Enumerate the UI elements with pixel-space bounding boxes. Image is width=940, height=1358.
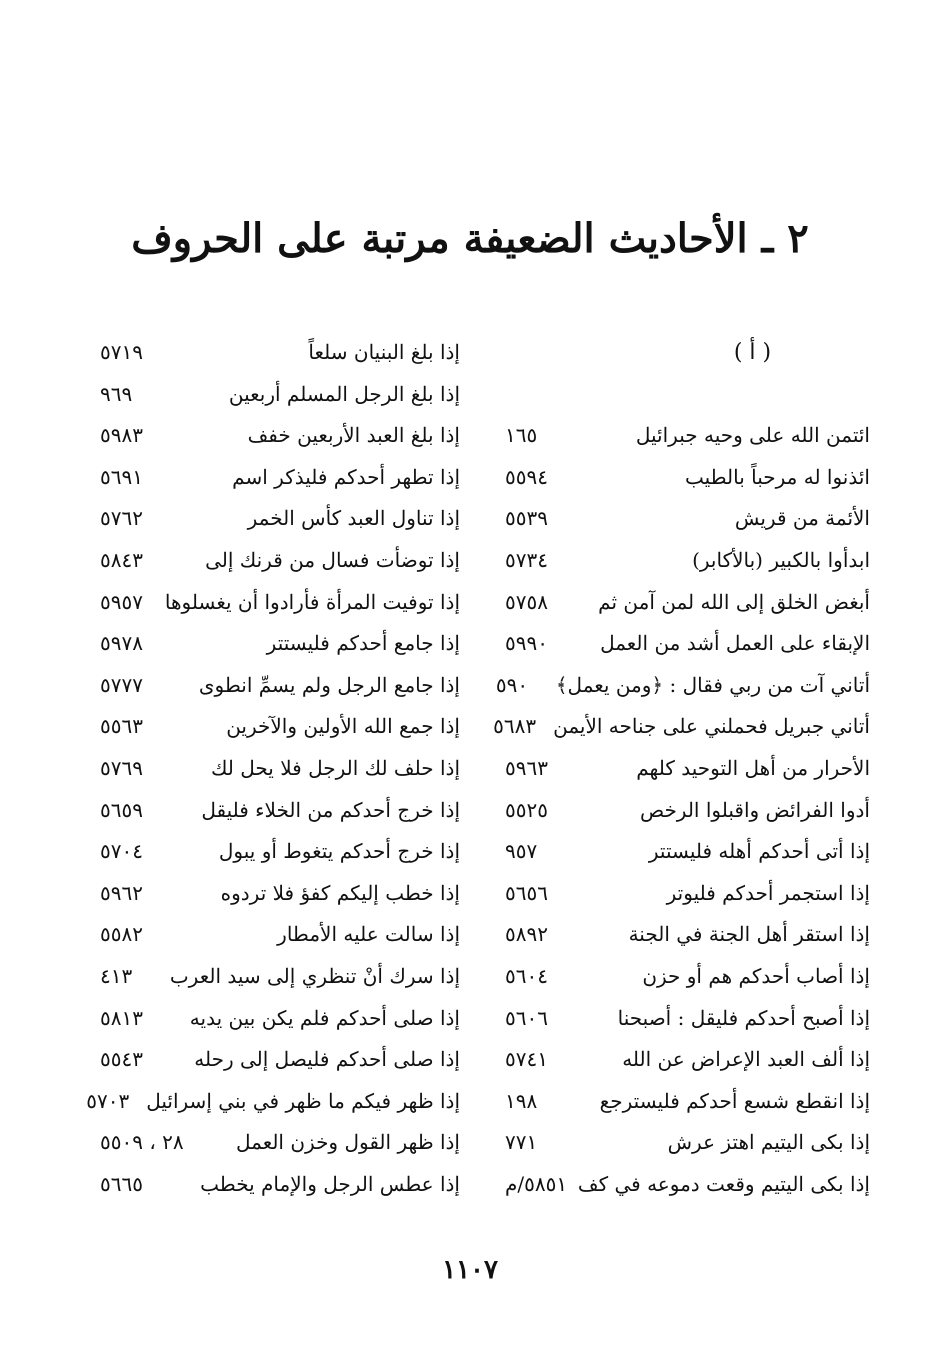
hadith-text: إذا صلى أحدكم فلم يكن بين يديه	[189, 1005, 460, 1030]
hadith-text: إذا بكى اليتيم وقعت دموعه في كف	[577, 1171, 870, 1196]
hadith-text: إذا عطس الرجل والإمام يخطب	[200, 1171, 460, 1196]
hadith-number: ٥٧٦٩	[100, 755, 143, 780]
hadith-text: إذا بكى اليتيم اهتز عرش	[667, 1130, 870, 1155]
index-entry	[505, 423, 870, 465]
hadith-text: إذا ظهر فيكم ما ظهر في بني إسرائيل	[146, 1088, 460, 1113]
hadith-number: ٥٥٣٩	[505, 506, 548, 531]
hadith-text: أتاني جبريل فحملني على جناحه الأيمن	[553, 714, 870, 739]
hadith-text: ابدأوا بالكبير (بالأكابر)	[692, 547, 870, 572]
hadith-text: إذا بلغ البنيان سلعاً	[308, 340, 460, 364]
hadith-text: إذا تطهر أحدكم فليذكر اسم	[232, 464, 460, 489]
hadith-text: إذا أصاب أحدكم هم أو حزن	[642, 963, 870, 988]
hadith-text: إذا ألف العبد الإعراض عن الله	[622, 1047, 870, 1072]
hadith-number: ٥٨٩٢	[505, 922, 548, 947]
hadith-number: ٥٧٠٤	[100, 839, 143, 864]
hadith-number: ٥٨٤٣	[100, 547, 143, 572]
hadith-text: إذا خرج أحدكم من الخلاء فليقل	[201, 797, 460, 822]
index-entry	[100, 1047, 460, 1089]
hadith-number: ٥٦٩١	[100, 464, 143, 489]
hadith-number: ٥٦٠٤	[505, 963, 548, 988]
hadith-text: إذا استجمر أحدكم فليوتر	[666, 880, 870, 905]
index-entry	[100, 714, 460, 756]
index-entry	[505, 964, 870, 1006]
hadith-number: ٥٦٥٩	[100, 797, 143, 822]
index-entry	[100, 631, 460, 673]
hadith-text: أبغض الخلق إلى الله لمن آمن ثم	[598, 589, 870, 614]
index-entry	[100, 839, 460, 881]
hadith-text: إذا ظهر القول وخزن العمل	[235, 1130, 460, 1155]
hadith-text: إذا صلى أحدكم فليصل إلى رحله	[194, 1047, 460, 1072]
hadith-text: ائتمن الله على وحيه جبرائيل	[635, 423, 870, 448]
hadith-text: إذا بلغ الرجل المسلم أربعين	[228, 381, 460, 406]
hadith-number: ٥٩٦٢	[100, 880, 143, 905]
right-index-column	[493, 340, 870, 1213]
index-entry	[100, 798, 460, 840]
hadith-number: ٥٩٥٧	[100, 589, 143, 614]
index-entry	[505, 839, 870, 881]
hadith-number: ٥٧١٩	[100, 340, 143, 364]
index-entry	[505, 756, 870, 798]
hadith-text: إذا جامع أحدكم فليستتر	[266, 631, 460, 656]
index-entry	[505, 1089, 870, 1131]
hadith-number: ٥٩٦٣	[505, 755, 548, 780]
index-entry	[100, 382, 460, 424]
hadith-number: ٥٨١٣	[100, 1005, 143, 1030]
hadith-number: ٥٦٠٦	[505, 1005, 548, 1030]
hadith-number: ٩٦٩	[100, 381, 133, 406]
section-spacer	[505, 382, 870, 424]
hadith-text: إذا توفيت المرأة فأرادوا أن يغسلوها	[164, 589, 460, 614]
index-entry	[505, 1006, 870, 1048]
left-rows	[86, 340, 460, 1213]
index-entry	[505, 1172, 870, 1214]
hadith-number: ٥٧٠٣	[86, 1088, 130, 1113]
hadith-number: ٥٧٦٢	[100, 506, 143, 531]
index-entry	[505, 1130, 870, 1172]
hadith-text: أتاني آت من ربي فقال : ﴿ومن يعمل﴾	[555, 672, 870, 697]
hadith-text: إذا بلغ العبد الأربعين خفف	[247, 423, 460, 448]
hadith-text: إذا جامع الرجل ولم يسمِّ انطوى	[198, 672, 460, 697]
index-entry	[505, 922, 870, 964]
hadith-number: ٥٥٢٥	[505, 797, 548, 822]
hadith-number: ٥٥٩٤	[505, 464, 548, 489]
hadith-number: ٥٦٦٥	[100, 1171, 143, 1196]
hadith-text: إذا سرك أنْ تنظري إلى سيد العرب	[169, 963, 460, 988]
hadith-text: الإبقاء على العمل أشد من العمل	[600, 631, 870, 656]
hadith-number: ٢٨ ، ٥٥٠٩	[100, 1130, 184, 1155]
hadith-number: ١٦٥	[505, 423, 538, 448]
hadith-number: ٥٦٨٣	[493, 714, 537, 739]
hadith-number: ٥٨٥١/م	[505, 1171, 568, 1196]
hadith-text: إذا خطب إليكم كفؤ فلا تردوه	[220, 880, 460, 905]
index-entry	[493, 714, 870, 756]
hadith-text: إذا استقر أهل الجنة في الجنة	[628, 922, 870, 947]
hadith-text: الأحرار من أهل التوحيد كلهم	[636, 755, 870, 780]
hadith-text: إذا حلف لك الرجل فلا يحل لك	[210, 755, 460, 780]
hadith-text: إذا أتى أحدكم أهله فليستتر	[648, 839, 870, 864]
index-entry	[505, 506, 870, 548]
index-entry	[505, 590, 870, 632]
hadith-number: ٥٧٥٨	[505, 589, 548, 614]
hadith-number: ٥٥٤٣	[100, 1047, 143, 1072]
page-number: ١١٠٧	[442, 1255, 498, 1285]
hadith-number: ٥٧٤١	[505, 1047, 548, 1072]
hadith-number: ٤١٣	[100, 963, 133, 988]
hadith-text: ائذنوا له مرحباً بالطيب	[684, 464, 870, 489]
index-entry	[505, 631, 870, 673]
hadith-number: ٩٥٧	[505, 839, 538, 864]
hadith-number: ٥٧٣٤	[505, 547, 548, 572]
index-entry	[100, 340, 460, 382]
index-entry	[100, 590, 460, 632]
index-entry	[100, 922, 460, 964]
index-entry	[100, 673, 460, 715]
index-entry	[100, 1006, 460, 1048]
hadith-number: ٥٦٥٦	[505, 880, 548, 905]
hadith-text: إذا توضأت فسال من قرنك إلى	[205, 547, 460, 572]
section-letter: ( أ )	[733, 340, 772, 365]
hadith-text: إذا انقطع شسع أحدكم فليسترجع	[599, 1088, 870, 1113]
hadith-text: أدوا الفرائض واقبلوا الرخص	[639, 797, 870, 822]
hadith-number: ١٩٨	[505, 1088, 538, 1113]
index-entry	[505, 798, 870, 840]
hadith-text: إذا أصبح أحدكم فليقل : أصبحنا	[617, 1005, 870, 1030]
index-entry	[100, 465, 460, 507]
hadith-number: ٥٩٧٨	[100, 631, 143, 656]
hadith-text: إذا سالت عليه الأمطار	[277, 922, 460, 947]
index-entry	[100, 964, 460, 1006]
page-title: ٢ ـ الأحاديث الضعيفة مرتبة على الحروف	[131, 215, 809, 262]
index-entry	[100, 548, 460, 590]
hadith-number: ٥٩٨٣	[100, 423, 143, 448]
hadith-number: ٥٥٨٢	[100, 922, 143, 947]
hadith-number: ٥٩٠	[495, 672, 529, 697]
index-entry	[505, 1047, 870, 1089]
index-entry	[505, 465, 870, 507]
index-entry	[505, 881, 870, 923]
index-entry	[86, 1088, 460, 1131]
index-entry	[495, 672, 870, 715]
index-entry	[100, 756, 460, 798]
index-entry	[100, 506, 460, 548]
hadith-number: ٥٧٧٧	[100, 672, 143, 697]
hadith-number: ٥٩٩٠	[505, 631, 548, 656]
index-entry	[505, 548, 870, 590]
hadith-text: إذا جمع الله الأولين والآخرين	[226, 714, 460, 739]
index-entry	[100, 1172, 460, 1214]
hadith-number: ٥٥٦٣	[100, 714, 143, 739]
hadith-text: الأئمة من قريش	[734, 506, 870, 531]
index-entry	[100, 423, 460, 465]
index-entry	[100, 1130, 460, 1172]
left-index-column	[86, 340, 460, 1213]
hadith-number: ٧٧١	[505, 1130, 538, 1155]
index-entry	[100, 881, 460, 923]
hadith-text: إذا تناول العبد كأس الخمر	[247, 506, 460, 531]
right-rows	[493, 423, 870, 1213]
hadith-text: إذا خرج أحدكم يتغوط أو يبول	[218, 839, 460, 864]
